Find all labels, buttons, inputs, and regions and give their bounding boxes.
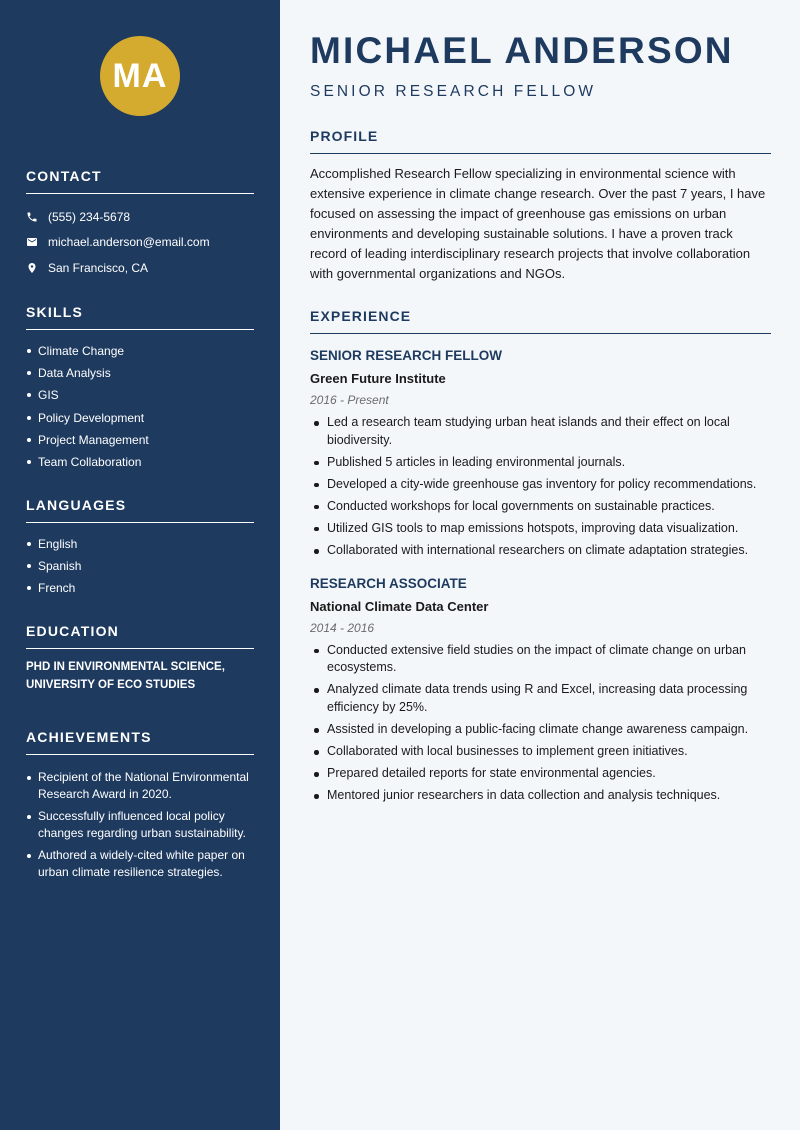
profile-heading: PROFILE: [310, 128, 771, 154]
contact-location-text: San Francisco, CA: [48, 260, 149, 275]
education-heading: EDUCATION: [26, 623, 254, 649]
experience-heading: EXPERIENCE: [310, 308, 771, 334]
skill-item: GIS: [26, 384, 254, 406]
contact-email-text: michael.anderson@email.com: [48, 235, 210, 250]
skill-item: Policy Development: [26, 407, 254, 429]
contact-location: [26, 255, 254, 281]
contact-phone: [26, 204, 254, 230]
contact-heading: CONTACT: [26, 168, 254, 194]
language-item: French: [26, 577, 254, 599]
job-title: RESEARCH ASSOCIATE: [310, 575, 467, 591]
job-bullet: Utilized GIS tools to map emissions hotspots, improving data visualization.: [310, 520, 771, 538]
job-bullet: Collaborated with local businesses to implement green initiatives.: [310, 743, 771, 761]
profile-text: Accomplished Research Fellow specializing in environmental science with extensive experience in climate change research. Over the past 7 years, I have focused on assessing the impact of greenhouse gas emissions on urban environments and developing sustainable solutions. I have a proven track record of leading interdisciplinary research projects that involve collaboration with governmental organizations and NGOs.: [310, 166, 766, 281]
job-entry: [310, 347, 771, 560]
education-section: [26, 623, 254, 694]
skills-heading: SKILLS: [26, 304, 254, 330]
location-pin-icon: [26, 262, 48, 274]
skill-item: Data Analysis: [26, 362, 254, 384]
email-icon: [26, 236, 48, 248]
languages-section: [26, 497, 254, 600]
job-title: SENIOR RESEARCH FELLOW: [310, 348, 503, 363]
company-name: Green Future Institute: [310, 371, 446, 386]
job-bullet: Published 5 articles in leading environmental journals.: [310, 454, 771, 472]
language-item: English: [26, 533, 254, 555]
company-name: National Climate Data Center: [310, 598, 489, 614]
languages-list: [26, 533, 254, 600]
job-bullet: Mentored junior researchers in data collection and analysis techniques.: [310, 787, 771, 805]
language-item: Spanish: [26, 555, 254, 577]
job-dates: 2014 - 2016: [310, 620, 375, 635]
job-bullet: Conducted extensive field studies on the impact of climate change on urban ecosystems.: [310, 642, 771, 677]
job-bullet: Led a research team studying urban heat islands and their effect on local biodiversity.: [310, 414, 771, 449]
job-headline: SENIOR RESEARCH FELLOW: [310, 83, 597, 100]
contact-phone-text: (555) 234-5678: [48, 209, 131, 224]
sidebar: [0, 0, 280, 1130]
job-bullet: Collaborated with international researchers on climate adaptation strategies.: [310, 542, 771, 560]
skill-item: Team Collaboration: [26, 451, 254, 473]
education-degree: PHD IN ENVIRONMENTAL SCIENCE, UNIVERSITY OF ECO STUDIES: [26, 661, 225, 691]
job-bullet: Developed a city-wide greenhouse gas inventory for policy recommendations.: [310, 476, 771, 494]
achievement-item: Successfully influenced local policy changes regarding urban sustainability.: [26, 808, 254, 842]
achievements-heading: ACHIEVEMENTS: [26, 729, 254, 755]
skill-item: Climate Change: [26, 340, 254, 362]
skill-item: Project Management: [26, 429, 254, 451]
skills-section: [26, 304, 254, 473]
achievement-item: Recipient of the National Environmental Research Award in 2020.: [26, 769, 254, 803]
job-bullet: Prepared detailed reports for state environmental agencies.: [310, 765, 771, 783]
job-bullet: Conducted workshops for local governments on sustainable practices.: [310, 498, 771, 516]
profile-section: [310, 128, 771, 284]
job-entry: [310, 575, 771, 805]
job-dates: 2016 - Present: [310, 393, 389, 407]
experience-section: [310, 308, 771, 809]
skills-list: [26, 340, 254, 473]
job-bullet: Analyzed climate data trends using R and Excel, increasing data processing efficiency by 25%.: [310, 681, 771, 716]
job-bullets: [310, 414, 771, 560]
languages-heading: LANGUAGES: [26, 497, 254, 523]
contact-email: [26, 230, 254, 256]
job-bullet: Assisted in developing a public-facing climate change awareness campaign.: [310, 721, 771, 739]
contact-section: [26, 168, 254, 281]
achievements-list: [26, 769, 254, 881]
phone-icon: [26, 211, 48, 223]
achievements-section: [26, 729, 254, 886]
person-name: MICHAEL ANDERSON: [310, 30, 734, 71]
avatar: MA: [100, 36, 180, 116]
achievement-item: Authored a widely-cited white paper on urban climate resilience strategies.: [26, 847, 254, 881]
job-bullets: [310, 642, 771, 805]
